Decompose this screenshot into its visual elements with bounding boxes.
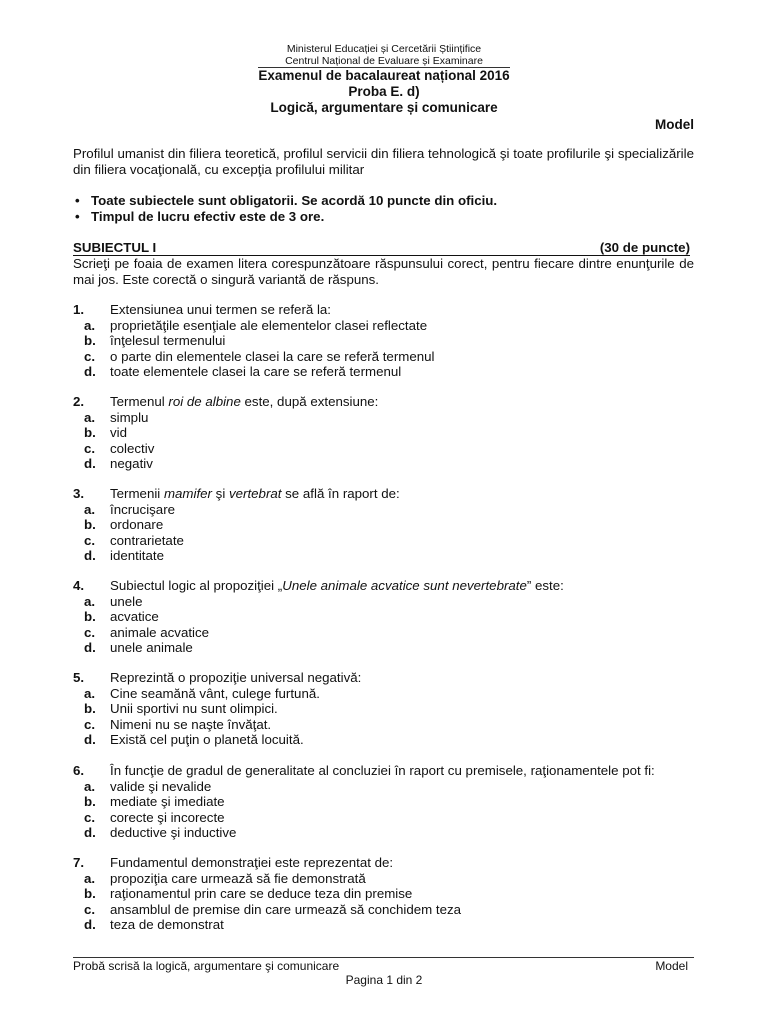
question-stem: [73, 486, 703, 502]
question-stem: [73, 763, 703, 779]
question-text: Subiectul logic al propoziţiei „Unele animale acvatice sunt nevertebrate” este:: [110, 578, 564, 593]
option-text: mediate şi imediate: [110, 794, 225, 810]
answer-option: [73, 548, 703, 563]
section-title: SUBIECTUL I: [73, 240, 157, 255]
option-letter: a.: [84, 686, 96, 701]
answer-option: [73, 717, 703, 732]
option-text: ordonare: [110, 517, 164, 533]
answer-option: [73, 779, 703, 794]
option-text: unele animale: [110, 639, 193, 655]
option-letter: c.: [84, 624, 96, 640]
question-number: 3.: [73, 486, 85, 501]
option-letter: c.: [84, 532, 96, 548]
option-text: raţionamentul prin care se deduce teza din premise: [110, 886, 413, 902]
option-text: deductive şi inductive: [110, 824, 237, 840]
option-letter: c.: [84, 901, 96, 917]
option-text: contrarietate: [110, 532, 184, 548]
center-name: Centrul Național de Evaluare și Examinare: [285, 55, 483, 67]
question-text: Fundamentul demonstraţiei este reprezentat de:: [110, 855, 394, 870]
option-letter: c.: [84, 716, 96, 732]
model-label: Model: [655, 117, 694, 132]
question-stem: [73, 302, 703, 318]
answer-option: [73, 594, 703, 609]
bullet-icon: •: [75, 209, 80, 224]
exam-title: Examenul de bacalaureat național 2016: [258, 68, 510, 83]
section-points: (30 de puncte): [599, 240, 690, 255]
question-2: [73, 394, 703, 471]
option-text: vid: [110, 425, 127, 441]
question-1: [73, 302, 703, 379]
option-letter: d.: [84, 639, 96, 655]
option-letter: a.: [84, 318, 96, 333]
question-stem: [73, 855, 703, 871]
answer-option: [73, 456, 703, 471]
question-4: [73, 578, 703, 655]
instruction-text: Timpul de lucru efectiv este de 3 ore.: [91, 209, 325, 224]
option-text: proprietăţile esenţiale ale elementelor clasei reflectate: [110, 318, 428, 333]
option-text: înţelesul termenului: [110, 333, 226, 349]
question-number: 5.: [73, 670, 85, 685]
option-text: o parte din elementele clasei la care se referă termenul: [110, 348, 435, 364]
exam-proba: Proba E. d): [348, 84, 420, 99]
option-letter: c.: [84, 348, 96, 364]
footer-divider: [73, 957, 694, 958]
option-letter: a.: [84, 871, 96, 886]
option-letter: d.: [84, 824, 96, 840]
option-letter: b.: [84, 425, 96, 441]
answer-option: [73, 917, 703, 932]
question-term: mamifer: [163, 486, 212, 501]
option-text: Există cel puţin o planetă locuită.: [110, 731, 304, 747]
answer-option: [73, 502, 703, 517]
option-letter: d.: [84, 916, 96, 932]
question-text: Termenul roi de albine este, după extensiune:: [110, 394, 379, 409]
page-number: Pagina 1 din 2: [345, 973, 423, 987]
option-letter: b.: [84, 701, 96, 717]
question-stem: [73, 578, 703, 594]
option-text: colectiv: [110, 440, 155, 456]
option-letter: a.: [84, 779, 96, 794]
option-letter: b.: [84, 609, 96, 625]
answer-option: [73, 609, 703, 624]
answer-option: [73, 333, 703, 348]
bullet-icon: •: [75, 193, 80, 208]
answer-option: [73, 533, 703, 548]
footer-exam-name: Probă scrisă la logică, argumentare şi comunicare: [73, 959, 340, 973]
question-term: Unele animale acvatice sunt nevertebrate: [282, 578, 527, 593]
question-stem: [73, 670, 703, 686]
option-text: teza de demonstrat: [110, 916, 224, 932]
question-term: roi de albine: [168, 394, 241, 409]
profile-intro: Profilul umanist din filiera teoretică, profilul servicii din filiera tehnologică şi toate profilurile şi specializările din filiera vocaţională, cu excepţia profilului militar: [73, 146, 694, 177]
question-text: În funcţie de gradul de generalitate al concluziei în raport cu premisele, raţionamentele pot fi:: [110, 763, 655, 778]
exam-subject: Logică, argumentare și comunicare: [270, 100, 498, 115]
option-letter: b.: [84, 886, 96, 902]
answer-option: [73, 625, 703, 640]
answer-option: [73, 517, 703, 532]
option-text: simplu: [110, 410, 149, 425]
option-text: unele: [110, 594, 143, 609]
option-letter: a.: [84, 410, 96, 425]
footer-model: Model: [655, 959, 688, 973]
answer-option: [73, 364, 703, 379]
option-letter: b.: [84, 333, 96, 349]
answer-option: [73, 701, 703, 716]
question-3: [73, 486, 703, 563]
option-letter: a.: [84, 594, 96, 609]
answer-option: [73, 349, 703, 364]
option-letter: d.: [84, 363, 96, 379]
option-text: negativ: [110, 455, 153, 471]
question-stem: [73, 394, 703, 410]
option-text: încrucişare: [110, 502, 176, 517]
option-letter: b.: [84, 794, 96, 810]
option-text: identitate: [110, 547, 164, 563]
ministry-name: Ministerul Educației și Cercetării Științifice: [286, 43, 482, 55]
question-number: 4.: [73, 578, 85, 593]
question-7: [73, 855, 703, 932]
question-text: Extensiunea unui termen se referă la:: [110, 302, 332, 317]
option-letter: d.: [84, 731, 96, 747]
question-number: 1.: [73, 302, 85, 317]
option-text: propoziţia care urmează să fie demonstrată: [110, 871, 366, 886]
option-text: ansamblul de premise din care urmează să conchidem teza: [110, 901, 462, 917]
option-letter: d.: [84, 547, 96, 563]
question-term: vertebrat: [228, 486, 282, 501]
option-text: valide şi nevalide: [110, 779, 212, 794]
option-text: toate elementele clasei la care se referă termenul: [110, 363, 402, 379]
answer-option: [73, 810, 703, 825]
question-5: [73, 670, 703, 747]
option-letter: b.: [84, 517, 96, 533]
question-6: [73, 763, 703, 840]
answer-option: [73, 825, 703, 840]
answer-option: [73, 686, 703, 701]
option-text: corecte şi incorecte: [110, 809, 225, 825]
answer-option: [73, 425, 703, 440]
section-heading: [73, 241, 690, 256]
option-letter: a.: [84, 502, 96, 517]
answer-option: [73, 871, 703, 886]
option-text: acvatice: [110, 609, 159, 625]
option-text: animale acvatice: [110, 624, 210, 640]
question-number: 7.: [73, 855, 85, 870]
instruction-text: Toate subiectele sunt obligatorii. Se acordă 10 puncte din oficiu.: [91, 193, 498, 208]
option-text: Cine seamănă vânt, culege furtună.: [110, 686, 320, 701]
option-letter: c.: [84, 440, 96, 456]
section-description: Scrieţi pe foaia de examen litera corespunzătoare răspunsului corect, pentru fiecare dintre enunţurile de mai jos. Este corectă o singură variantă de răspuns.: [73, 256, 694, 287]
answer-option: [73, 794, 703, 809]
answer-option: [73, 732, 703, 747]
answer-option: [73, 318, 703, 333]
answer-option: [73, 410, 703, 425]
question-number: 6.: [73, 763, 85, 778]
option-letter: c.: [84, 809, 96, 825]
option-text: Unii sportivi nu sunt olimpici.: [110, 701, 278, 717]
answer-option: [73, 640, 703, 655]
question-number: 2.: [73, 394, 85, 409]
instruction-item: [73, 193, 694, 209]
question-text: Termenii mamifer şi vertebrat se află în raport de:: [110, 486, 400, 501]
option-letter: d.: [84, 455, 96, 471]
question-text: Reprezintă o propoziţie universal negativă:: [110, 670, 362, 685]
instruction-item: [73, 209, 694, 225]
answer-option: [73, 441, 703, 456]
answer-option: [73, 902, 703, 917]
answer-option: [73, 886, 703, 901]
instructions-list: [73, 193, 694, 225]
option-text: Nimeni nu se naşte învăţat.: [110, 716, 272, 732]
